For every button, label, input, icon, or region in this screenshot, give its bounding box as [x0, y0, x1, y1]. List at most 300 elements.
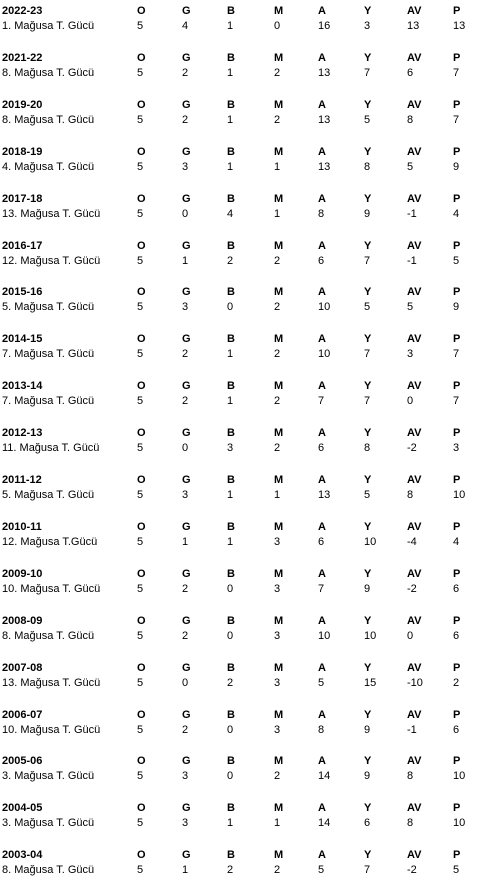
column-header-a: A	[318, 51, 326, 64]
column-header-av: AV	[407, 849, 422, 862]
stat-value-g: 1	[182, 864, 189, 877]
season-block	[0, 660, 496, 700]
column-header-m: M	[274, 145, 284, 158]
stat-value-b: 0	[227, 723, 234, 736]
column-header-m: M	[274, 51, 284, 64]
stat-value-a: 13	[318, 66, 331, 79]
stat-value-a: 8	[318, 207, 325, 220]
column-header-av: AV	[407, 567, 422, 580]
column-header-av: AV	[407, 614, 422, 627]
column-header-g: G	[182, 51, 191, 64]
column-header-av: AV	[407, 51, 422, 64]
stat-value-m: 2	[274, 301, 281, 314]
stat-value-y: 10	[364, 629, 377, 642]
column-header-a: A	[318, 145, 326, 158]
season-header-row	[0, 519, 496, 535]
column-header-av: AV	[407, 520, 422, 533]
stat-value-o: 5	[137, 864, 144, 877]
column-header-o: O	[137, 849, 146, 862]
column-header-av: AV	[407, 145, 422, 158]
season-block	[0, 331, 496, 371]
stat-value-av: 8	[407, 489, 414, 501]
rank-team-label: 5. Mağusa T. Gücü	[2, 301, 95, 314]
column-header-m: M	[274, 614, 284, 627]
rank-team-label: 5. Mağusa T. Gücü	[2, 489, 95, 501]
season-values-row	[0, 159, 496, 175]
stat-value-b: 1	[227, 66, 234, 79]
stat-value-a: 8	[318, 723, 325, 736]
stat-value-g: 3	[182, 817, 189, 830]
season-label: 2006-07	[2, 708, 43, 721]
stat-value-p: 7	[453, 113, 460, 126]
season-block	[0, 284, 496, 324]
stat-value-a: 13	[318, 113, 331, 126]
stat-value-g: 2	[182, 348, 189, 361]
stat-value-p: 6	[453, 723, 460, 736]
column-header-p: P	[453, 849, 461, 862]
column-header-g: G	[182, 474, 191, 486]
stat-value-a: 14	[318, 770, 331, 783]
column-header-a: A	[318, 98, 326, 111]
column-header-p: P	[453, 427, 461, 440]
column-header-o: O	[137, 661, 146, 674]
column-header-p: P	[453, 474, 461, 486]
season-values-row	[0, 346, 496, 362]
stat-value-o: 5	[137, 442, 144, 455]
column-header-b: B	[227, 849, 235, 862]
column-header-b: B	[227, 333, 235, 346]
column-header-g: G	[182, 849, 191, 862]
column-header-o: O	[137, 520, 146, 533]
column-header-m: M	[274, 333, 284, 346]
season-block	[0, 191, 496, 231]
column-header-av: AV	[407, 802, 422, 815]
stat-value-g: 3	[182, 489, 189, 501]
stat-value-g: 2	[182, 113, 189, 126]
stat-value-m: 0	[274, 20, 281, 32]
season-header-row	[0, 50, 496, 66]
season-label: 2021-22	[2, 51, 43, 64]
stat-value-p: 2	[453, 676, 460, 689]
stat-value-g: 1	[182, 535, 189, 548]
column-header-b: B	[227, 661, 235, 674]
stat-value-p: 5	[453, 254, 460, 267]
season-label: 2014-15	[2, 333, 43, 346]
column-header-av: AV	[407, 708, 422, 721]
stat-value-o: 5	[137, 395, 144, 408]
column-header-m: M	[274, 239, 284, 252]
column-header-g: G	[182, 239, 191, 252]
stat-value-m: 3	[274, 676, 281, 689]
stat-value-y: 7	[364, 254, 371, 267]
column-header-g: G	[182, 5, 191, 17]
stat-value-b: 1	[227, 20, 234, 32]
stat-value-b: 0	[227, 301, 234, 314]
stat-value-y: 8	[364, 442, 371, 455]
column-header-o: O	[137, 614, 146, 627]
stat-value-p: 9	[453, 301, 460, 314]
column-header-a: A	[318, 520, 326, 533]
column-header-y: Y	[364, 380, 372, 393]
rank-team-label: 12. Mağusa T. Gücü	[2, 254, 101, 267]
column-header-b: B	[227, 51, 235, 64]
stat-value-b: 1	[227, 113, 234, 126]
column-header-b: B	[227, 5, 235, 17]
season-header-row	[0, 707, 496, 723]
stat-value-m: 2	[274, 442, 281, 455]
stat-value-y: 9	[364, 207, 371, 220]
column-header-y: Y	[364, 849, 372, 862]
stat-value-o: 5	[137, 348, 144, 361]
stat-value-m: 2	[274, 66, 281, 79]
column-header-p: P	[453, 239, 461, 252]
column-header-b: B	[227, 380, 235, 393]
column-header-b: B	[227, 98, 235, 111]
season-header-row	[0, 3, 496, 19]
stat-value-a: 6	[318, 442, 325, 455]
stat-value-a: 13	[318, 160, 331, 173]
season-values-row	[0, 65, 496, 81]
season-label: 2022-23	[2, 5, 43, 17]
column-header-y: Y	[364, 755, 372, 768]
stat-value-p: 10	[453, 817, 466, 830]
column-header-p: P	[453, 192, 461, 205]
season-values-row	[0, 206, 496, 222]
stat-value-b: 2	[227, 676, 234, 689]
stat-value-av: -1	[407, 254, 417, 267]
column-header-b: B	[227, 192, 235, 205]
rank-team-label: 3. Mağusa T. Gücü	[2, 817, 95, 830]
season-values-row	[0, 815, 496, 831]
stat-value-p: 13	[453, 20, 466, 32]
column-header-p: P	[453, 755, 461, 768]
stat-value-b: 1	[227, 489, 234, 501]
season-header-row	[0, 660, 496, 676]
stat-value-b: 0	[227, 629, 234, 642]
stat-value-p: 10	[453, 770, 466, 783]
column-header-o: O	[137, 98, 146, 111]
stat-value-g: 2	[182, 723, 189, 736]
column-header-m: M	[274, 661, 284, 674]
column-header-g: G	[182, 567, 191, 580]
season-values-row	[0, 768, 496, 784]
column-header-p: P	[453, 614, 461, 627]
stat-value-av: -1	[407, 723, 417, 736]
rank-team-label: 8. Mağusa T. Gücü	[2, 864, 95, 877]
season-values-row	[0, 487, 496, 503]
column-header-o: O	[137, 380, 146, 393]
stat-value-p: 4	[453, 207, 460, 220]
stat-value-g: 0	[182, 442, 189, 455]
column-header-av: AV	[407, 5, 422, 17]
season-block	[0, 753, 496, 793]
rank-team-label: 12. Mağusa T.Gücü	[2, 535, 98, 548]
season-block	[0, 378, 496, 418]
column-header-av: AV	[407, 380, 422, 393]
season-label: 2004-05	[2, 802, 43, 815]
season-label: 2012-13	[2, 427, 43, 440]
stat-value-av: 6	[407, 66, 414, 79]
season-header-row	[0, 847, 496, 863]
column-header-av: AV	[407, 427, 422, 440]
season-header-row	[0, 191, 496, 207]
column-header-m: M	[274, 567, 284, 580]
stat-value-y: 10	[364, 535, 377, 548]
rank-team-label: 11. Mağusa T. Gücü	[2, 442, 100, 455]
column-header-p: P	[453, 380, 461, 393]
stat-value-b: 4	[227, 207, 234, 220]
stat-value-m: 2	[274, 348, 281, 361]
rank-team-label: 13. Mağusa T. Gücü	[2, 207, 101, 220]
stat-value-o: 5	[137, 301, 144, 314]
column-header-g: G	[182, 802, 191, 815]
season-block	[0, 707, 496, 747]
stat-value-p: 5	[453, 864, 460, 877]
column-header-av: AV	[407, 333, 422, 346]
stat-value-y: 9	[364, 770, 371, 783]
stat-value-av: -2	[407, 582, 417, 595]
column-header-b: B	[227, 427, 235, 440]
stat-value-y: 8	[364, 160, 371, 173]
column-header-y: Y	[364, 286, 372, 299]
stat-value-o: 5	[137, 676, 144, 689]
stat-value-av: 5	[407, 301, 414, 314]
stat-value-p: 7	[453, 395, 460, 408]
column-header-b: B	[227, 474, 235, 486]
stat-value-m: 3	[274, 535, 281, 548]
stat-value-p: 6	[453, 629, 460, 642]
season-values-row	[0, 675, 496, 691]
stat-value-o: 5	[137, 113, 144, 126]
season-label: 2003-04	[2, 849, 43, 862]
column-header-b: B	[227, 567, 235, 580]
column-header-p: P	[453, 520, 461, 533]
season-block	[0, 566, 496, 606]
stat-value-o: 5	[137, 629, 144, 642]
season-label: 2010-11	[2, 520, 42, 533]
column-header-a: A	[318, 286, 326, 299]
stat-value-av: -2	[407, 442, 417, 455]
column-header-a: A	[318, 708, 326, 721]
column-header-o: O	[137, 5, 146, 17]
column-header-b: B	[227, 145, 235, 158]
column-header-o: O	[137, 286, 146, 299]
stat-value-p: 9	[453, 160, 460, 173]
column-header-o: O	[137, 567, 146, 580]
stat-value-av: 0	[407, 395, 414, 408]
column-header-y: Y	[364, 192, 372, 205]
column-header-b: B	[227, 520, 235, 533]
season-header-row	[0, 331, 496, 347]
stat-value-a: 10	[318, 301, 331, 314]
stat-value-p: 6	[453, 582, 460, 595]
season-block	[0, 800, 496, 840]
season-values-row	[0, 534, 496, 550]
rank-team-label: 1. Mağusa T. Gücü	[2, 20, 95, 32]
season-header-row	[0, 613, 496, 629]
column-header-y: Y	[364, 661, 372, 674]
season-header-row	[0, 378, 496, 394]
column-header-o: O	[137, 51, 146, 64]
stat-value-o: 5	[137, 20, 144, 32]
stat-value-y: 3	[364, 20, 371, 32]
column-header-m: M	[274, 474, 284, 486]
stat-value-m: 2	[274, 113, 281, 126]
season-block	[0, 613, 496, 653]
stat-value-y: 9	[364, 582, 371, 595]
column-header-m: M	[274, 5, 284, 17]
season-header-row	[0, 753, 496, 769]
stat-value-g: 2	[182, 395, 189, 408]
column-header-m: M	[274, 380, 284, 393]
stat-value-a: 6	[318, 254, 325, 267]
stat-value-y: 6	[364, 817, 371, 830]
season-block	[0, 425, 496, 465]
column-header-y: Y	[364, 520, 372, 533]
column-header-a: A	[318, 427, 326, 440]
stat-value-g: 3	[182, 770, 189, 783]
stat-value-av: 3	[407, 348, 414, 361]
stat-value-av: 8	[407, 770, 414, 783]
season-block	[0, 50, 496, 90]
stat-value-m: 2	[274, 254, 281, 267]
season-header-row	[0, 97, 496, 113]
stat-value-a: 7	[318, 395, 325, 408]
column-header-a: A	[318, 192, 326, 205]
column-header-o: O	[137, 333, 146, 346]
stat-value-y: 5	[364, 489, 371, 501]
season-block	[0, 97, 496, 137]
column-header-g: G	[182, 333, 191, 346]
column-header-m: M	[274, 802, 284, 815]
season-values-row	[0, 253, 496, 269]
season-block	[0, 238, 496, 278]
column-header-y: Y	[364, 98, 372, 111]
stat-value-b: 1	[227, 817, 234, 830]
column-header-p: P	[453, 661, 461, 674]
stat-value-y: 7	[364, 66, 371, 79]
column-header-y: Y	[364, 567, 372, 580]
stat-value-y: 7	[364, 395, 371, 408]
stat-value-m: 1	[274, 160, 281, 173]
column-header-av: AV	[407, 239, 422, 252]
column-header-o: O	[137, 427, 146, 440]
column-header-o: O	[137, 708, 146, 721]
rank-team-label: 7. Mağusa T. Gücü	[2, 348, 95, 361]
stat-value-p: 10	[453, 489, 466, 501]
column-header-av: AV	[407, 286, 422, 299]
column-header-p: P	[453, 98, 461, 111]
stat-value-y: 15	[364, 676, 377, 689]
column-header-m: M	[274, 708, 284, 721]
rank-team-label: 13. Mağusa T. Gücü	[2, 676, 101, 689]
stat-value-y: 5	[364, 301, 371, 314]
stat-value-p: 7	[453, 66, 460, 79]
column-header-a: A	[318, 474, 326, 486]
stat-value-p: 7	[453, 348, 460, 361]
column-header-av: AV	[407, 192, 422, 205]
stat-value-av: 8	[407, 113, 414, 126]
column-header-a: A	[318, 239, 326, 252]
stat-value-a: 5	[318, 864, 325, 877]
stat-value-b: 1	[227, 395, 234, 408]
stat-value-a: 16	[318, 20, 331, 32]
rank-team-label: 10. Mağusa T. Gücü	[2, 582, 101, 595]
rank-team-label: 8. Mağusa T. Gücü	[2, 66, 95, 79]
stat-value-m: 3	[274, 723, 281, 736]
stat-value-m: 1	[274, 489, 281, 501]
stat-value-o: 5	[137, 66, 144, 79]
column-header-y: Y	[364, 145, 372, 158]
season-values-row	[0, 299, 496, 315]
column-header-o: O	[137, 755, 146, 768]
season-block	[0, 3, 496, 43]
season-values-row	[0, 581, 496, 597]
stat-value-g: 2	[182, 629, 189, 642]
stat-value-a: 13	[318, 489, 331, 501]
season-header-row	[0, 144, 496, 160]
season-values-row	[0, 112, 496, 128]
stat-value-o: 5	[137, 207, 144, 220]
column-header-av: AV	[407, 755, 422, 768]
season-header-row	[0, 800, 496, 816]
season-block	[0, 519, 496, 559]
column-header-g: G	[182, 614, 191, 627]
column-header-a: A	[318, 380, 326, 393]
column-header-p: P	[453, 5, 461, 17]
season-header-row	[0, 472, 496, 488]
column-header-y: Y	[364, 333, 372, 346]
column-header-a: A	[318, 333, 326, 346]
column-header-g: G	[182, 755, 191, 768]
rank-team-label: 10. Mağusa T. Gücü	[2, 723, 101, 736]
stat-value-b: 2	[227, 254, 234, 267]
column-header-o: O	[137, 802, 146, 815]
column-header-b: B	[227, 239, 235, 252]
column-header-p: P	[453, 567, 461, 580]
season-header-row	[0, 284, 496, 300]
column-header-a: A	[318, 567, 326, 580]
stat-value-o: 5	[137, 770, 144, 783]
stat-value-g: 4	[182, 20, 189, 32]
stat-value-av: -10	[407, 676, 423, 689]
column-header-g: G	[182, 661, 191, 674]
stat-value-b: 1	[227, 160, 234, 173]
stat-value-y: 9	[364, 723, 371, 736]
column-header-p: P	[453, 333, 461, 346]
column-header-y: Y	[364, 802, 372, 815]
column-header-a: A	[318, 849, 326, 862]
column-header-b: B	[227, 755, 235, 768]
season-label: 2013-14	[2, 380, 43, 393]
column-header-a: A	[318, 614, 326, 627]
stat-value-av: -2	[407, 864, 417, 877]
column-header-y: Y	[364, 614, 372, 627]
column-header-a: A	[318, 802, 326, 815]
column-header-y: Y	[364, 474, 372, 486]
stat-value-m: 2	[274, 770, 281, 783]
rank-team-label: 4. Mağusa T. Gücü	[2, 160, 95, 173]
column-header-y: Y	[364, 239, 372, 252]
stat-value-y: 5	[364, 113, 371, 126]
column-header-av: AV	[407, 661, 422, 674]
stat-value-o: 5	[137, 254, 144, 267]
column-header-y: Y	[364, 51, 372, 64]
stat-value-av: 8	[407, 817, 414, 830]
stat-value-a: 14	[318, 817, 331, 830]
stat-value-av: 5	[407, 160, 414, 173]
stat-value-o: 5	[137, 160, 144, 173]
